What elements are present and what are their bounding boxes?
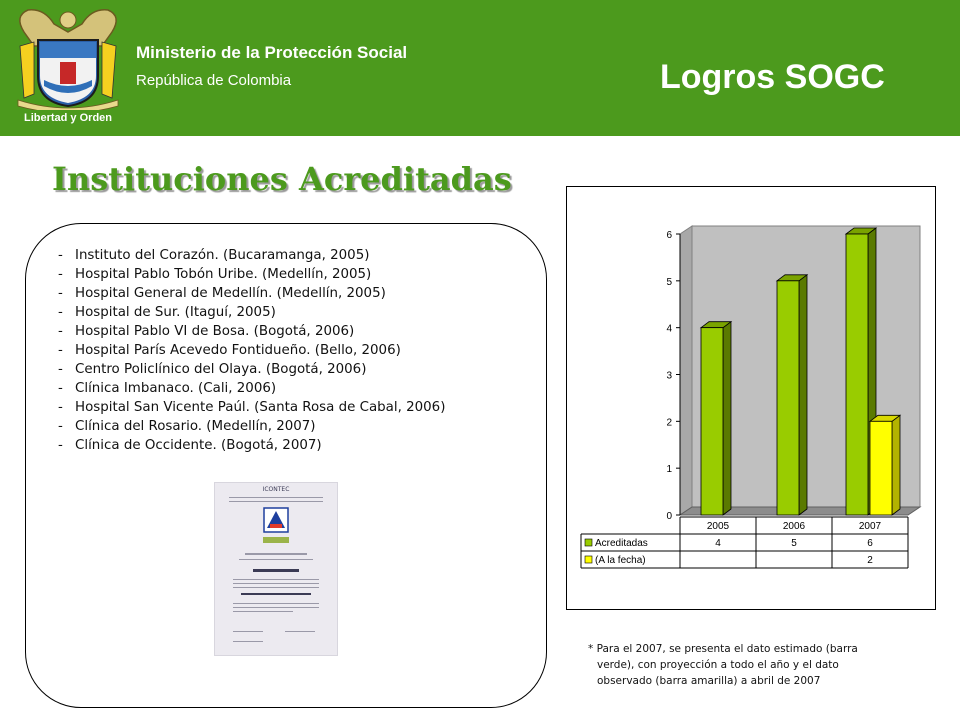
legend-swatch (585, 556, 592, 563)
bar-acreditadas-side (799, 275, 807, 515)
y-tick-label: 2 (666, 417, 672, 429)
section-title: Instituciones Acreditadas (52, 160, 512, 198)
footnote-line-3: observado (barra amarilla) a abril de 2007 (597, 675, 821, 687)
bar-a-la-fecha-side (892, 415, 900, 515)
slide-title: Logros SOGC (660, 58, 885, 96)
data-label: 2 (867, 555, 873, 566)
institution-item: - Hospital París Acevedo Fontidueño. (Bello, 2006) (58, 341, 445, 360)
y-tick-label: 1 (666, 464, 672, 476)
y-tick-label: 0 (666, 511, 672, 522)
institution-item: - Centro Policlínico del Olaya. (Bogotá, 2006) (58, 360, 445, 379)
logo-motto: Libertad y Orden (23, 112, 113, 124)
certificate-brand: ICONTEC (262, 486, 290, 493)
bar-acreditadas (846, 234, 868, 515)
y-tick-label: 4 (666, 323, 672, 335)
x-tick-label: 2006 (782, 521, 806, 532)
y-tick-label: 3 (666, 370, 672, 382)
y-tick-label: 6 (666, 230, 672, 241)
republic-name: República de Colombia (136, 72, 292, 89)
institution-item: - Instituto del Corazón. (Bucaramanga, 2005) (58, 246, 445, 265)
footnote-line-2: verde), con proyección a todo el año y el dato (597, 659, 839, 671)
data-label: 4 (715, 538, 721, 549)
chart-side-wall (680, 226, 692, 515)
institution-item: - Clínica Imbanaco. (Cali, 2006) (58, 379, 445, 398)
bar-a-la-fecha (870, 421, 892, 515)
accreditation-seal-icon (263, 507, 289, 533)
bar-acreditadas-side (723, 322, 731, 515)
coat-of-arms-logo (14, 6, 122, 128)
legend-label: (A la fecha) (595, 555, 646, 566)
header-banner (0, 0, 960, 136)
accreditation-chart (566, 186, 936, 610)
x-tick-label: 2007 (858, 521, 882, 532)
data-label: 6 (867, 538, 873, 549)
chart-footnote (588, 641, 858, 689)
legend-swatch (585, 539, 592, 546)
ministry-name: Ministerio de la Protección Social (136, 43, 408, 62)
y-tick-label: 5 (666, 276, 672, 288)
certificate-image (214, 482, 338, 656)
bar-acreditadas (701, 328, 723, 515)
institutions-list (58, 246, 445, 455)
institution-item: - Hospital de Sur. (Itaguí, 2005) (58, 303, 445, 322)
x-tick-label: 2005 (706, 521, 730, 532)
legend-label: Acreditadas (595, 538, 648, 549)
institution-item: - Clínica de Occidente. (Bogotá, 2007) (58, 436, 445, 455)
footnote-line-1: * Para el 2007, se presenta el dato estimado (barra (588, 643, 858, 655)
institution-item: - Hospital San Vicente Paúl. (Santa Rosa de Cabal, 2006) (58, 398, 445, 417)
institution-item: - Clínica del Rosario. (Medellín, 2007) (58, 417, 445, 436)
data-label: 5 (791, 538, 797, 549)
bar-acreditadas (777, 281, 799, 515)
chart-canvas (567, 187, 935, 609)
coat-of-arms-icon (14, 6, 122, 110)
institution-item: - Hospital Pablo VI de Bosa. (Bogotá, 2006) (58, 322, 445, 341)
institution-item: - Hospital Pablo Tobón Uribe. (Medellín, 2005) (58, 265, 445, 284)
institution-item: - Hospital General de Medellín. (Medellín, 2005) (58, 284, 445, 303)
